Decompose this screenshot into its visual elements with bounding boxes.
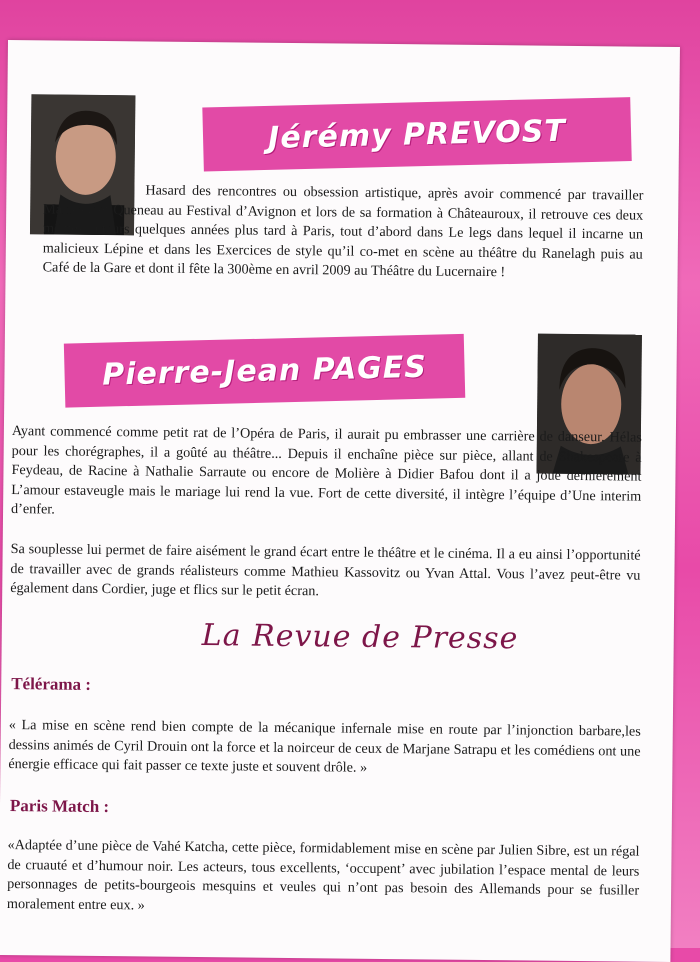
- pierre-bio-1-text: Ayant commencé comme petit rat de l’Opéra de Paris, il aurait pu embrasser une carrière de danseur. Hélas pour les chorégraphes, il a goûté au théâtre... Depuis il enchaîne pièce sur pièce, allant de Shakespeare à Feydeau, de Racine à Nathalie Sarraute ou encore de Molière à Didier Bafou dont il a joué dernièrement L’amour estaveugle mais le mariage lui rend la vue. Fort de cette diversité, il intègre l’équipe d’Une interim d’enfer.: [11, 423, 642, 518]
- jeremy-bio-text: Hasard des rencontres ou obsession artistique, après avoir commencé par travailler Marivauxet Queneau au Festival d’Avignon et lors de sa formation à Châteauroux, il retrouve ces deux mêmes auteurs quelques années plus tard à Paris, tout d’abord dans Le legs dans lequel il incarne un malicieux Lépine et dans les Exercices de style qu’il co-met en scène au théâtre du Ranelagh puis au Café de la Gare et dont il fête la 300ème en avril 2009 au Théâtre du Lucernaire !: [42, 182, 644, 281]
- press-title: La Revue de Presse: [201, 618, 519, 657]
- pierre-bio-1: [11, 422, 642, 527]
- press-source-paris-match: Paris Match :: [9, 796, 110, 817]
- pierre-name: Pierre-Jean PAGES: [101, 349, 428, 393]
- pierre-bio-2: [10, 540, 641, 605]
- press-quote-telerama-text: « La mise en scène rend bien compte de la mécanique infernale mise en route par l’injonction barbare,les dessins animés de Cyril Drouin ont la force et la noirceur de ceux de Marjane Satrapu et les comédiens ont une énergie efficace qui fait passer ce texte juste et souvent drôle. »: [8, 717, 641, 776]
- program-page: [0, 40, 680, 962]
- press-quote-paris-match: [7, 836, 640, 921]
- jeremy-name-banner: [202, 97, 631, 171]
- press-quote-paris-match-text: «Adaptée d’une pièce de Vahé Katcha, cette pièce, formidablement mise en scène par Julien Sibre, est un régal de cruauté et d’humour noir. Les acteurs, tous excellents, ‘occupent’ avec jubilation l’espace mental de leurs personnages de petits-bourgeois mesquins et veules qui n’ont pas besoin des Allemands pour se fusiller moralement entre eux. »: [6, 837, 640, 914]
- jeremy-bio: [43, 180, 644, 284]
- pierre-name-banner: [64, 334, 465, 408]
- press-quote-telerama: [8, 716, 641, 781]
- jeremy-name: Jérémy PREVOST: [267, 113, 567, 156]
- press-source-telerama: Télérama :: [11, 674, 92, 694]
- pierre-bio-2-text: Sa souplesse lui permet de faire aisément le grand écart entre le théâtre et le cinéma. Il a eu ainsi l’opportunité de travailler avec de grands réalisteurs comme Mathieu Kassovitz ou Yvan Attal. Vous l’avez peut-être vu également dans Cordier, juge et flics sur le petit écran.: [10, 541, 641, 600]
